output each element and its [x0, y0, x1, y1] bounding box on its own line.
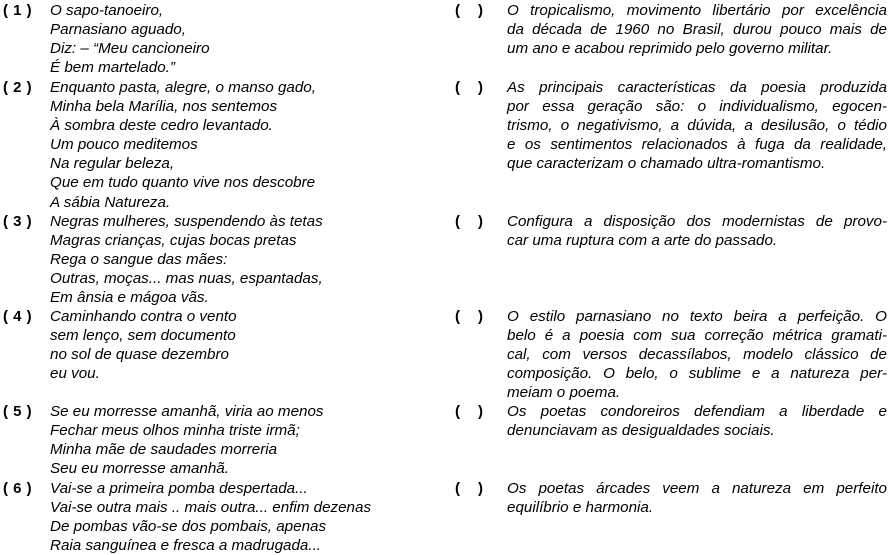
- answer-blank[interactable]: [455, 212, 483, 231]
- poem-line: sem lenço, sem documento: [50, 327, 236, 345]
- paren-close: ): [478, 480, 483, 497]
- poem-line: Diz: – “Meu cancioneiro: [50, 40, 210, 58]
- statement-line: da década de 1960 no Brasil, durou pouco mais de: [507, 21, 887, 39]
- paren-open: (: [455, 213, 460, 230]
- answer-blank[interactable]: [455, 78, 483, 97]
- statement-text: [507, 212, 887, 250]
- poem-line: Negras mulheres, suspendendo às tetas: [50, 213, 323, 230]
- statement-line: O estilo parnasiano no texto beira a perfeição. O: [507, 308, 887, 325]
- paren-open: (: [455, 2, 460, 19]
- poem-line: eu vou.: [50, 365, 100, 383]
- statement-line: Os poetas condoreiros defendiam a liberdade e: [507, 403, 887, 420]
- poem-line: Raia sanguínea e fresca a madrugada...: [50, 537, 322, 555]
- statement-line: Os poetas árcades veem a natureza em perfeito: [507, 480, 887, 497]
- paren-close: ): [478, 213, 483, 230]
- statement-line: que caracterizam o chamado ultra-romantismo.: [507, 155, 826, 173]
- answer-blank[interactable]: [455, 307, 483, 326]
- poem-text: [50, 1, 210, 77]
- poem-line: Parnasiano aguado,: [50, 21, 186, 39]
- statement-line: As principais características da poesia produzida: [507, 79, 887, 96]
- poem-line: O sapo-tanoeiro,: [50, 2, 164, 19]
- answer-blank[interactable]: [455, 402, 483, 421]
- paren-close: ): [478, 2, 483, 19]
- paren-open: (: [455, 308, 460, 325]
- statement-line: cal, com versos decassílabos, modelo clássico de: [507, 346, 887, 364]
- statement-text: [507, 402, 887, 440]
- paren-close: ): [478, 403, 483, 420]
- statement-line: car uma ruptura com a arte do passado.: [507, 232, 778, 250]
- poem-text: [50, 479, 371, 555]
- poem-line: Vai-se a primeira pomba despertada...: [50, 480, 308, 497]
- poem-line: De pombas vão-se dos pombais, apenas: [50, 518, 327, 536]
- paren-close: ): [478, 308, 483, 325]
- poem-line: À sombra deste cedro levantado.: [50, 117, 273, 135]
- poem-number: ( 3 ): [3, 213, 33, 230]
- answer-blank[interactable]: [455, 1, 483, 20]
- statement-text: [507, 479, 887, 517]
- poem-line: Rega o sangue das mães:: [50, 251, 228, 269]
- statement-line: equilíbrio e harmonia.: [507, 499, 654, 517]
- poem-line: Fechar meus olhos minha triste irmã;: [50, 422, 300, 440]
- poem-line: no sol de quase dezembro: [50, 346, 229, 364]
- statement-line: meiam o poema.: [507, 384, 621, 402]
- statement-line: trismo, o negativismo, a dúvida, a desilusão, o tédio: [507, 117, 887, 135]
- statement-line: e os sentimentos relacionados à fuga da realidade,: [507, 136, 887, 154]
- statement-line: por essa geração são: o individualismo, egocen-: [507, 98, 887, 116]
- poem-line: É bem martelado.”: [50, 59, 175, 77]
- poem-line: Um pouco meditemos: [50, 136, 198, 154]
- poem-line: Na regular beleza,: [50, 155, 175, 173]
- poem-line: Em ânsia e mágoa vãs.: [50, 289, 209, 307]
- statement-text: [507, 78, 887, 173]
- statement-line: belo é a poesia com sua correção métrica gramati-: [507, 327, 887, 345]
- poem-line: Outras, moças... mas nuas, espantadas,: [50, 270, 323, 288]
- poem-line: Seu eu morresse amanhã.: [50, 460, 229, 478]
- poem-line: A sábia Natureza.: [50, 193, 171, 211]
- statement-line: um ano e acabou reprimido pelo governo militar.: [507, 40, 833, 58]
- poem-text: [50, 212, 323, 307]
- answer-blank[interactable]: [455, 479, 483, 498]
- paren-close: ): [478, 79, 483, 96]
- statement-line: composição. O belo, o sublime e a natureza per-: [507, 365, 887, 383]
- statement-line: Configura a disposição dos modernistas de provo-: [507, 213, 887, 230]
- poem-number: ( 4 ): [3, 308, 33, 325]
- statement-text: [507, 1, 887, 58]
- poem-number: ( 1 ): [3, 2, 33, 19]
- poem-line: Se eu morresse amanhã, viria ao menos: [50, 403, 324, 420]
- poem-line: Enquanto pasta, alegre, o manso gado,: [50, 79, 316, 96]
- poem-number: ( 5 ): [3, 403, 33, 420]
- statement-line: denunciavam as desigualdades sociais.: [507, 422, 775, 440]
- poem-line: Minha bela Marília, nos sentemos: [50, 98, 278, 116]
- poem-line: Vai-se outra mais .. mais outra... enfim dezenas: [50, 499, 372, 517]
- poem-text: [50, 78, 316, 212]
- paren-open: (: [455, 403, 460, 420]
- paren-open: (: [455, 480, 460, 497]
- poem-text: [50, 402, 324, 478]
- statement-text: [507, 307, 887, 402]
- poem-line: Magras crianças, cujas bocas pretas: [50, 232, 297, 250]
- poem-text: [50, 307, 237, 383]
- poem-line: Minha mãe de saudades morreria: [50, 441, 278, 459]
- statement-line: O tropicalismo, movimento libertário por excelência: [507, 2, 887, 19]
- paren-open: (: [455, 79, 460, 96]
- poem-number: ( 6 ): [3, 480, 33, 497]
- poem-number: ( 2 ): [3, 79, 33, 96]
- poem-line: Caminhando contra o vento: [50, 308, 237, 325]
- poem-line: Que em tudo quanto vive nos descobre: [50, 174, 316, 192]
